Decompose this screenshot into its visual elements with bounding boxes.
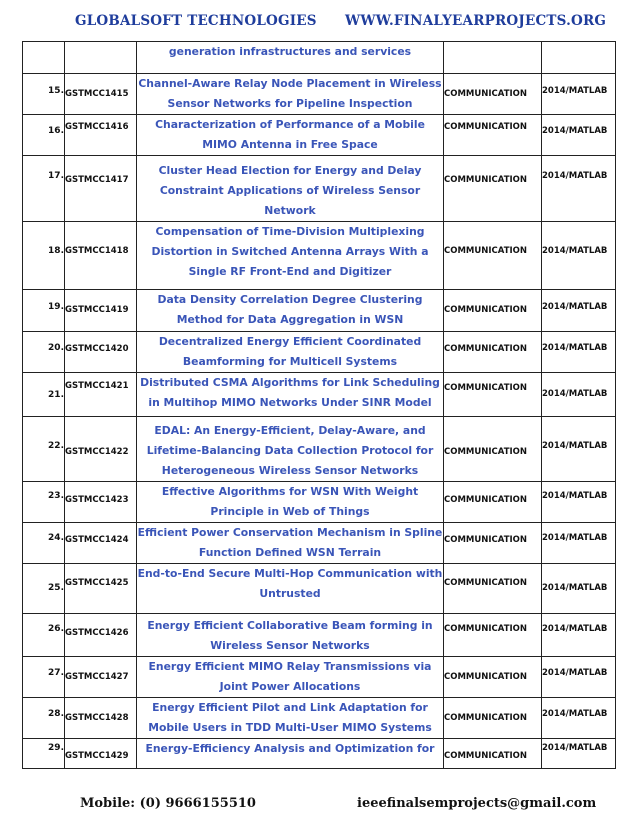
project-title: Compensation of Time-Division Multiplexing Distortion in Switched Antenna Arrays With a Single RF Front-End and Digitizer: [137, 222, 444, 290]
project-title: Energy Efficient MIMO Relay Transmissions via Joint Power Allocations: [137, 657, 444, 698]
project-title: Data Density Correlation Degree Clustering Method for Data Aggregation in WSN: [137, 290, 444, 332]
table-row: [23, 115, 616, 156]
project-year: 2014/MATLAB: [542, 74, 616, 115]
table-row: [23, 698, 616, 739]
project-code: GSTMCC1422: [65, 417, 137, 482]
project-domain: COMMUNICATION: [444, 156, 542, 222]
project-code: GSTMCC1428: [65, 698, 137, 739]
project-code: GSTMCC1426: [65, 614, 137, 657]
row-number: 28.: [23, 698, 65, 739]
project-title: Energy Efficient Pilot and Link Adaptation for Mobile Users in TDD Multi-User MIMO Systems: [137, 698, 444, 739]
project-code: GSTMCC1415: [65, 74, 137, 115]
project-year: 2014/MATLAB: [542, 482, 616, 523]
project-domain: COMMUNICATION: [444, 290, 542, 332]
table-row: [23, 739, 616, 769]
project-domain: COMMUNICATION: [444, 222, 542, 290]
project-code: GSTMCC1423: [65, 482, 137, 523]
project-code: GSTMCC1425: [65, 564, 137, 614]
project-year: 2014/MATLAB: [542, 657, 616, 698]
table-row: [23, 523, 616, 564]
project-domain: COMMUNICATION: [444, 373, 542, 417]
project-domain: COMMUNICATION: [444, 614, 542, 657]
project-year: 2014/MATLAB: [542, 614, 616, 657]
project-title: Efficient Power Conservation Mechanism in Spline Function Defined WSN Terrain: [137, 523, 444, 564]
project-title: End-to-End Secure Multi-Hop Communication with Untrusted: [137, 564, 444, 614]
row-number: 29.: [23, 739, 65, 769]
project-domain: COMMUNICATION: [444, 74, 542, 115]
row-number: 25.: [23, 564, 65, 614]
project-domain: COMMUNICATION: [444, 417, 542, 482]
project-code: GSTMCC1419: [65, 290, 137, 332]
company-name: GLOBALSOFT TECHNOLOGIES: [75, 13, 317, 29]
row-number: 17.: [23, 156, 65, 222]
table-row: [23, 222, 616, 290]
project-year: 2014/MATLAB: [542, 373, 616, 417]
row-number: 20.: [23, 332, 65, 373]
project-domain: COMMUNICATION: [444, 564, 542, 614]
project-year: 2014/MATLAB: [542, 290, 616, 332]
project-year: 2014/MATLAB: [542, 156, 616, 222]
project-year: [542, 42, 616, 74]
project-code: GSTMCC1424: [65, 523, 137, 564]
website-url: WWW.FINALYEARPROJECTS.ORG: [345, 13, 607, 29]
table-row: [23, 564, 616, 614]
project-title: generation infrastructures and services: [137, 42, 444, 74]
row-number: 21.: [23, 373, 65, 417]
project-code: GSTMCC1427: [65, 657, 137, 698]
table-row: [23, 657, 616, 698]
project-domain: COMMUNICATION: [444, 482, 542, 523]
row-number: [23, 42, 65, 74]
table-row: [23, 373, 616, 417]
project-domain: COMMUNICATION: [444, 657, 542, 698]
row-number: 23.: [23, 482, 65, 523]
project-title: Energy-Efficiency Analysis and Optimization for: [137, 739, 444, 769]
page-footer: [0, 796, 638, 816]
project-code: GSTMCC1421: [65, 373, 137, 417]
project-title: Channel-Aware Relay Node Placement in Wireless Sensor Networks for Pipeline Inspection: [137, 74, 444, 115]
project-year: 2014/MATLAB: [542, 698, 616, 739]
project-title: Decentralized Energy Efficient Coordinated Beamforming for Multicell Systems: [137, 332, 444, 373]
table-row: [23, 417, 616, 482]
project-title: Effective Algorithms for WSN With Weight Principle in Web of Things: [137, 482, 444, 523]
table-row: [23, 42, 616, 74]
project-year: 2014/MATLAB: [542, 332, 616, 373]
project-code: GSTMCC1418: [65, 222, 137, 290]
project-code: GSTMCC1417: [65, 156, 137, 222]
row-number: 22.: [23, 417, 65, 482]
project-domain: [444, 42, 542, 74]
project-code: [65, 42, 137, 74]
page-header: [0, 13, 638, 33]
project-year: 2014/MATLAB: [542, 523, 616, 564]
row-number: 18.: [23, 222, 65, 290]
project-code: GSTMCC1429: [65, 739, 137, 769]
project-title: Characterization of Performance of a Mobile MIMO Antenna in Free Space: [137, 115, 444, 156]
table-row: [23, 614, 616, 657]
project-title: Cluster Head Election for Energy and Delay Constraint Applications of Wireless Sensor Network: [137, 156, 444, 222]
table-row: [23, 74, 616, 115]
project-domain: COMMUNICATION: [444, 698, 542, 739]
project-title: EDAL: An Energy-Efficient, Delay-Aware, and Lifetime-Balancing Data Collection Protocol for Heterogeneous Wireless Sensor Networks: [137, 417, 444, 482]
project-code: GSTMCC1420: [65, 332, 137, 373]
table-row: [23, 156, 616, 222]
project-year: 2014/MATLAB: [542, 739, 616, 769]
row-number: 24.: [23, 523, 65, 564]
row-number: 27.: [23, 657, 65, 698]
mobile-number: Mobile: (0) 9666155510: [80, 796, 256, 811]
table-row: [23, 482, 616, 523]
row-number: 19.: [23, 290, 65, 332]
projects-table: [22, 41, 616, 769]
row-number: 26.: [23, 614, 65, 657]
project-title: Energy Efficient Collaborative Beam forming in Wireless Sensor Networks: [137, 614, 444, 657]
project-year: 2014/MATLAB: [542, 417, 616, 482]
row-number: 16.: [23, 115, 65, 156]
project-domain: COMMUNICATION: [444, 523, 542, 564]
project-title: Distributed CSMA Algorithms for Link Scheduling in Multihop MIMO Networks Under SINR Model: [137, 373, 444, 417]
project-domain: COMMUNICATION: [444, 332, 542, 373]
project-domain: COMMUNICATION: [444, 739, 542, 769]
project-code: GSTMCC1416: [65, 115, 137, 156]
project-year: 2014/MATLAB: [542, 222, 616, 290]
row-number: 15.: [23, 74, 65, 115]
email-address: ieeefinalsemprojects@gmail.com: [357, 796, 597, 811]
project-year: 2014/MATLAB: [542, 564, 616, 614]
project-year: 2014/MATLAB: [542, 115, 616, 156]
table-row: [23, 332, 616, 373]
project-domain: COMMUNICATION: [444, 115, 542, 156]
table-row: [23, 290, 616, 332]
